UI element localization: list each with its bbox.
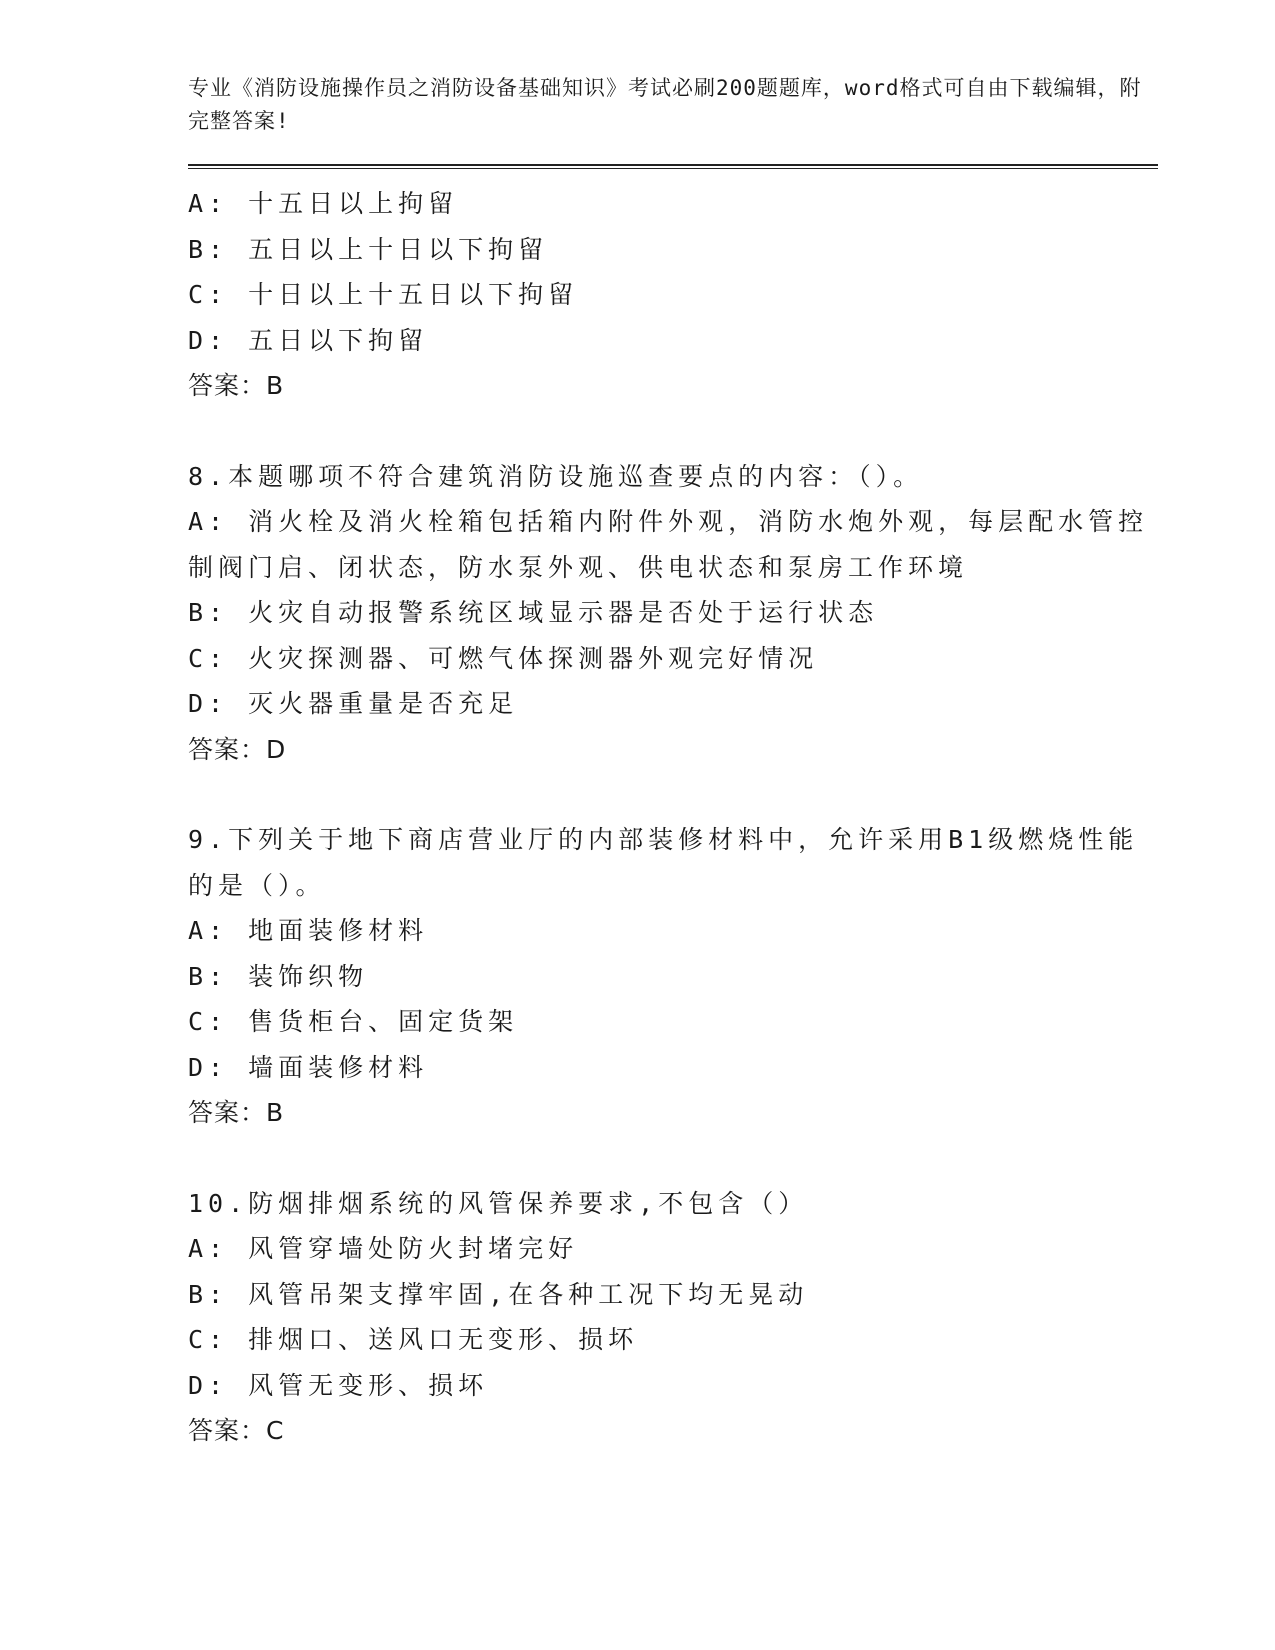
- q10-question: 10.防烟排烟系统的风管保养要求,不包含（）: [188, 1188, 809, 1218]
- q7-option-a: A: 十五日以上拘留: [188, 189, 459, 218]
- q9-answer: 答案：B: [188, 1098, 285, 1127]
- q10-option-c: C: 排烟口、送风口无变形、损坏: [188, 1325, 639, 1354]
- q10-option-b: B: 风管吊架支撑牢固,在各种工况下均无晃动: [188, 1279, 809, 1309]
- q8-option-c: C: 火灾探测器、可燃气体探测器外观完好情况: [188, 643, 819, 673]
- q9-option-b: B: 装饰织物: [188, 961, 369, 991]
- q10-option-d: D: 风管无变形、损坏: [188, 1370, 489, 1400]
- q7-option-b: B: 五日以上十日以下拘留: [188, 234, 549, 264]
- q10-option-a: A: 风管穿墙处防火封堵完好: [188, 1234, 579, 1263]
- q9-option-a: A: 地面装修材料: [188, 916, 429, 945]
- q8-option-a: A: 消火栓及消火栓箱包括箱内附件外观，消防水炮外观，每层配水管控制阀门启、闭状态，防水泵外观、供电状态和泵房工作环境: [188, 507, 1149, 582]
- document-page: [188, 72, 1158, 1454]
- q8-answer: 答案：D: [188, 734, 287, 764]
- q7-answer: 答案：B: [188, 371, 285, 400]
- q9-option-d: D: 墙面装修材料: [188, 1052, 429, 1082]
- q7-option-d: D: 五日以下拘留: [188, 325, 429, 355]
- q9-question: 9.下列关于地下商店营业厅的内部装修材料中，允许采用B1级燃烧性能的是（）。: [188, 825, 1139, 900]
- q10-answer: 答案：C: [188, 1416, 285, 1445]
- q9-option-c: C: 售货柜台、固定货架: [188, 1007, 519, 1036]
- q8-option-d: D: 灭火器重量是否充足: [188, 689, 519, 718]
- q7-option-c: C: 十日以上十五日以下拘留: [188, 280, 579, 309]
- question-7-block: [188, 181, 1158, 409]
- question-8-block: [188, 454, 1158, 773]
- question-10-block: [188, 1181, 1158, 1454]
- header-divider: [188, 164, 1158, 169]
- document-header: 专业《消防设施操作员之消防设备基础知识》考试必刷200题题库，word格式可自由下载编辑，附完整答案!: [188, 76, 1142, 133]
- q8-question: 8.本题哪项不符合建筑消防设施巡查要点的内容：（）。: [188, 461, 924, 491]
- q8-option-b: B: 火灾自动报警系统区域显示器是否处于运行状态: [188, 598, 879, 627]
- question-9-block: [188, 817, 1158, 1136]
- question-list: [188, 181, 1158, 1454]
